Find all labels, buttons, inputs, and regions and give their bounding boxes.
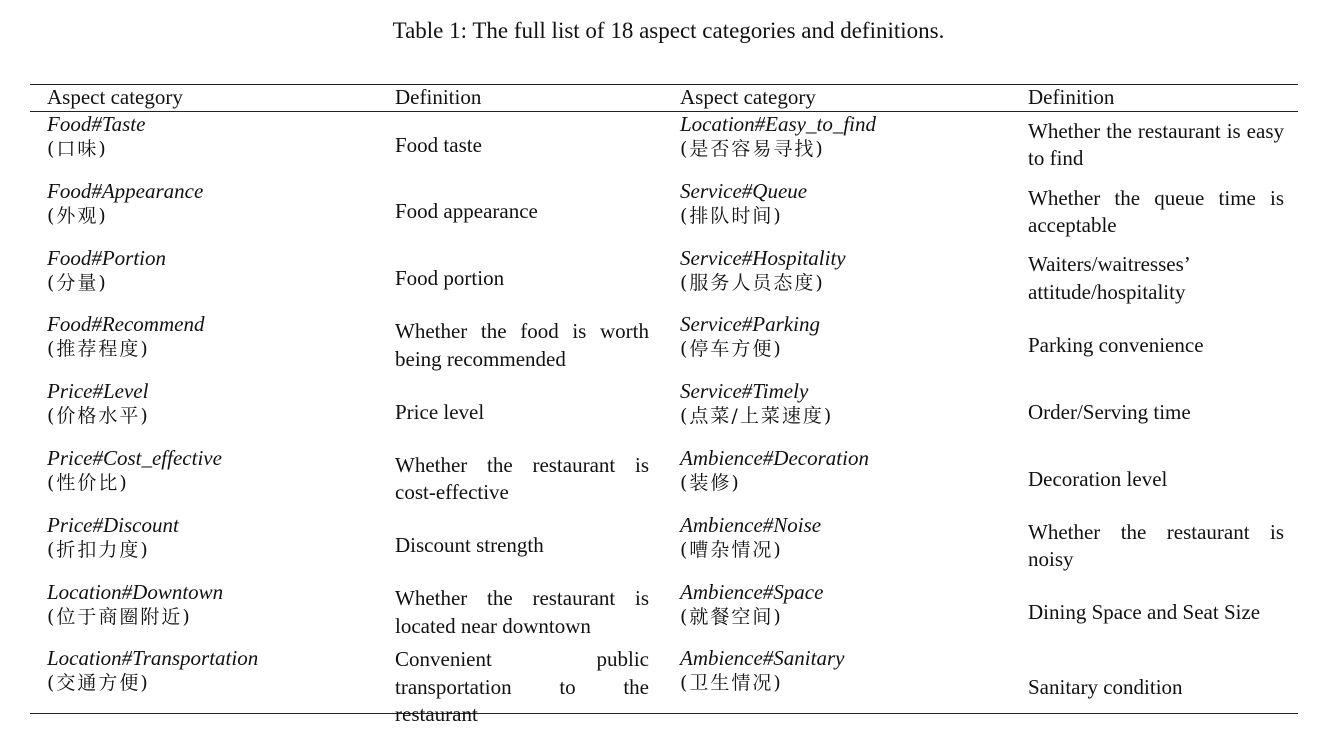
aspect-category-chinese: (卫生情况) xyxy=(680,672,783,695)
aspect-category-name: Food#Portion xyxy=(47,245,166,270)
aspect-category-cell xyxy=(30,179,378,246)
definition-text: Discount strength xyxy=(395,533,544,558)
definition-text: Price level xyxy=(395,399,485,424)
aspect-category-cell xyxy=(663,179,1011,246)
aspect-category-name: Price#Discount xyxy=(47,512,179,537)
definition-text: Waiters/waitresses’ attitude/hospitality xyxy=(1028,252,1191,304)
aspect-category-name: Ambience#Sanitary xyxy=(680,646,845,671)
aspect-category-cell xyxy=(30,312,378,379)
definition-cell xyxy=(1011,312,1298,379)
aspect-category-chinese: (分量) xyxy=(47,271,108,294)
aspect-category-name: Price#Cost_effective xyxy=(47,445,222,470)
definition-text: Dining Space and Seat Size xyxy=(1028,600,1261,625)
definition-text: Sanitary condition xyxy=(1028,674,1183,699)
table-row xyxy=(30,112,1298,179)
aspect-category-chinese: (位于商圈附近) xyxy=(47,605,192,628)
table-row xyxy=(30,580,1298,647)
aspect-category-cell xyxy=(663,646,1011,729)
aspect-category-chinese: (就餐空间) xyxy=(680,605,783,628)
definition-text: Whether the restaurant is noisy xyxy=(1028,519,1284,572)
definition-cell xyxy=(378,446,663,513)
aspect-category-name: Food#Appearance xyxy=(47,178,204,203)
table-caption: Table 1: The full list of 18 aspect categories and definitions. xyxy=(392,18,945,43)
aspect-category-cell xyxy=(663,246,1011,313)
table-body xyxy=(30,112,1298,727)
definition-text: Food taste xyxy=(395,132,482,157)
table-row xyxy=(30,379,1298,446)
aspect-category-chinese: (装修) xyxy=(680,471,741,494)
definition-text: Food appearance xyxy=(395,199,538,224)
definition-cell xyxy=(378,312,663,379)
aspect-category-cell xyxy=(30,646,378,729)
header-aspect-category-2: Aspect category xyxy=(680,85,816,109)
aspect-category-name: Location#Easy_to_find xyxy=(680,112,876,136)
definition-cell xyxy=(378,379,663,446)
definition-cell xyxy=(1011,580,1298,647)
definition-cell xyxy=(378,646,663,729)
table-row xyxy=(30,312,1298,379)
aspect-category-chinese: (点菜/上菜速度) xyxy=(680,405,834,428)
definition-text: Parking convenience xyxy=(1028,333,1204,358)
aspect-category-chinese: (价格水平) xyxy=(47,405,150,428)
aspect-category-name: Service#Timely xyxy=(680,379,809,404)
definition-text: Decoration level xyxy=(1028,466,1168,491)
definition-cell xyxy=(1011,179,1298,246)
aspect-category-name: Food#Recommend xyxy=(47,312,205,337)
aspect-category-chinese: (推荐程度) xyxy=(47,338,150,361)
aspect-table xyxy=(30,84,1298,727)
definition-cell xyxy=(1011,379,1298,446)
aspect-category-name: Food#Taste xyxy=(47,112,146,136)
definition-cell xyxy=(378,580,663,647)
aspect-category-name: Location#Transportation xyxy=(47,646,259,671)
aspect-category-name: Service#Parking xyxy=(680,312,820,337)
definition-text: Whether the restaurant is located near downtown xyxy=(395,586,649,638)
definition-cell xyxy=(1011,246,1298,313)
aspect-category-chinese: (停车方便) xyxy=(680,338,783,361)
definition-cell xyxy=(378,112,663,179)
aspect-category-name: Ambience#Decoration xyxy=(680,445,869,470)
definition-cell xyxy=(1011,112,1298,179)
header-definition-2: Definition xyxy=(1028,85,1115,109)
aspect-category-name: Ambience#Space xyxy=(680,579,824,604)
aspect-category-cell xyxy=(30,246,378,313)
aspect-category-cell xyxy=(30,580,378,647)
aspect-category-name: Price#Level xyxy=(47,379,149,404)
aspect-category-chinese: (性价比) xyxy=(47,471,129,494)
aspect-category-chinese: (折扣力度) xyxy=(47,538,150,561)
aspect-category-chinese: (排队时间) xyxy=(680,204,783,227)
table-row xyxy=(30,646,1298,727)
definition-cell xyxy=(378,246,663,313)
table-row xyxy=(30,446,1298,513)
definition-cell xyxy=(378,179,663,246)
header-definition-1: Definition xyxy=(395,85,482,109)
aspect-category-cell xyxy=(663,112,1011,179)
definition-text: Order/Serving time xyxy=(1028,399,1191,424)
table-row xyxy=(30,179,1298,246)
aspect-category-cell xyxy=(663,580,1011,647)
definition-text: Food portion xyxy=(395,266,505,291)
definition-cell xyxy=(1011,513,1298,580)
definition-cell xyxy=(378,513,663,580)
aspect-category-chinese: (交通方便) xyxy=(47,672,150,695)
definition-text: Whether the food is worth being recommended xyxy=(395,319,649,371)
aspect-category-cell xyxy=(663,312,1011,379)
aspect-category-name: Service#Queue xyxy=(680,178,808,203)
definition-cell xyxy=(1011,646,1298,729)
header-aspect-category-1: Aspect category xyxy=(47,85,183,109)
aspect-category-cell xyxy=(663,446,1011,513)
table-header xyxy=(30,85,1298,111)
definition-text: Convenient public transportation to the restaurant xyxy=(395,647,649,727)
definition-text: Whether the queue time is acceptable xyxy=(1028,185,1284,238)
definition-text: Whether the restaurant is cost-effective xyxy=(395,452,649,505)
aspect-category-cell xyxy=(30,446,378,513)
table-row xyxy=(30,246,1298,313)
definition-text: Whether the restaurant is easy to find xyxy=(1028,118,1284,171)
definition-cell xyxy=(1011,446,1298,513)
aspect-category-cell xyxy=(30,513,378,580)
aspect-category-cell xyxy=(663,513,1011,580)
aspect-category-chinese: (服务人员态度) xyxy=(680,271,825,294)
aspect-category-chinese: (嘈杂情况) xyxy=(680,538,783,561)
aspect-category-chinese: (是否容易寻找) xyxy=(680,138,825,160)
aspect-category-cell xyxy=(663,379,1011,446)
aspect-category-chinese: (口味) xyxy=(47,138,108,160)
aspect-category-name: Ambience#Noise xyxy=(680,512,822,537)
aspect-category-name: Location#Downtown xyxy=(47,579,224,604)
aspect-category-cell xyxy=(30,112,378,179)
table-row xyxy=(30,513,1298,580)
aspect-category-chinese: (外观) xyxy=(47,204,108,227)
aspect-category-cell xyxy=(30,379,378,446)
aspect-category-name: Service#Hospitality xyxy=(680,245,846,270)
